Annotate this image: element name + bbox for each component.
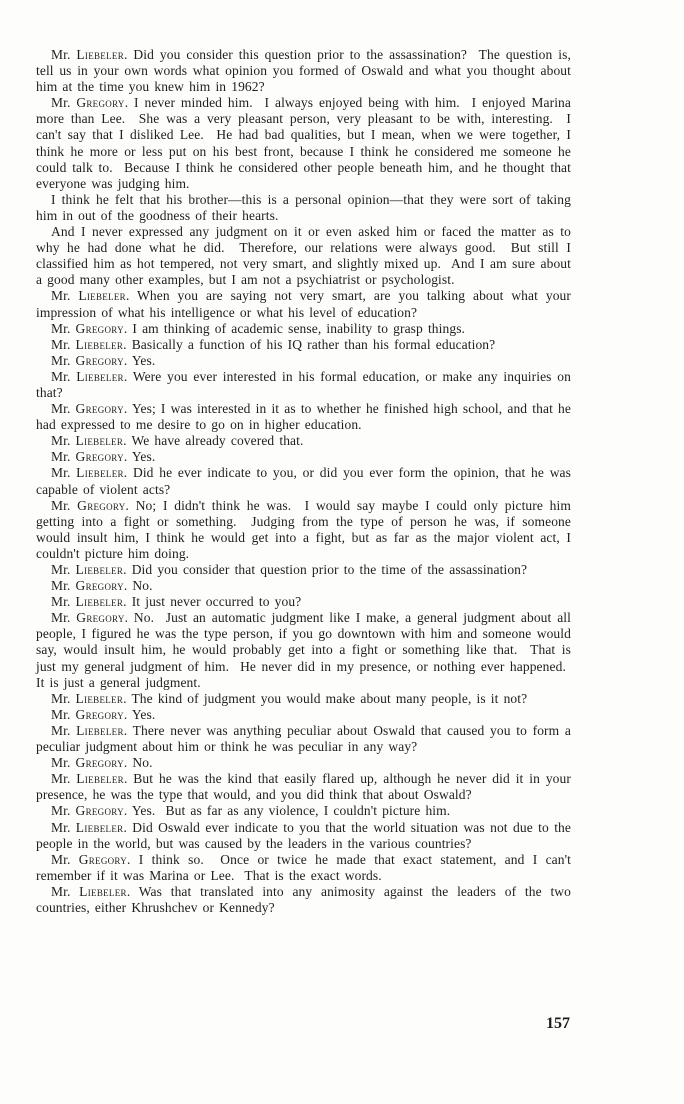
dialogue-paragraph: Mr. Gregory. Yes. [51,449,156,465]
dialogue-paragraph: Mr. Gregory. No; I didn't think he was. I would say maybe I could only picture him getting into a fight or something. Judging from the type of person he was, if someone would insult him, I think he would get into a fight, but as far as the major violent act, I couldn't picture him doing. [36,497,571,561]
dialogue-paragraph: Mr. Gregory. Yes. But as far as any violence, I couldn't picture him. [51,803,451,819]
dialogue-paragraph: And I never expressed any judgment on it or even asked him or faced the matter as to why he had done what he did. Therefore, our relations were always good. But still I classified him as hot tempered, not very smart, and slightly mixed up. And I am sure about a good many other examples, but I am not a psychiatrist or psychologist. [36,224,571,288]
speaker-name: Mr. Gregory [51,401,124,417]
dialogue-paragraph: Mr. Liebeler. Did you consider that question prior to the time of the assassination? [51,562,528,577]
speaker-name: Mr. Liebeler [51,562,124,577]
speaker-name: Mr. Liebeler [51,433,124,449]
dialogue-paragraph: Mr. Gregory. I never minded him. I always enjoyed being with him. I enjoyed Marina more than Lee. She was a very pleasant person, very pleasant to be with, interesting. I can't say that I disliked Lee. He had bad qualities, but I mean, when we were together, I think he more or less put on his best front, because I think he considered me someone he could talk to. Because I think he considered other people beneath him, and he thought that everyone was judging him. [36,95,571,191]
speaker-name: Mr. Liebeler [51,819,124,835]
dialogue-paragraph: Mr. Liebeler. Did you consider this question prior to the assassination? The question is, tell us in your own words what opinion you formed of Oswald and what you thought about him at the time you knew him in 1962? [36,47,571,95]
dialogue-paragraph: Mr. Liebeler. Basically a function of his IQ rather than his formal education? [51,336,496,352]
dialogue-paragraph: Mr. Gregory. No. Just an automatic judgment like I make, a general judgment about all people, I figured he was the type person, if you go downtown with him and someone would say, would insult him, he would probably get into a fight or something like that. That is just my general judgment of him. He never did in my presence, or nothing ever happened. It is just a general judgment. [36,610,571,690]
speaker-name: Mr. Liebeler [51,47,124,62]
dialogue-paragraph: I think he felt that his brother—this is a personal opinion—that they were sort of taking him in out of the goodness of their hearts. [36,191,571,223]
speaker-name: Mr. Gregory [51,497,126,513]
dialogue-paragraph: Mr. Gregory. Yes. [51,352,156,368]
dialogue-paragraph: Mr. Liebeler. But he was the kind that easily flared up, although he never did it in your presence, he was the type that would, and you did think that about Oswald? [36,771,571,803]
speaker-name: Mr. Liebeler [51,368,124,384]
speaker-name: Mr. Gregory [51,851,128,867]
dialogue-paragraph: Mr. Liebeler. Was that translated into any animosity against the leaders of the two countries, either Khrushchev or Kennedy? [36,883,571,915]
page-number: 157 [546,1015,570,1032]
dialogue-paragraph: Mr. Liebeler. The kind of judgment you would make about many people, is it not? [51,690,528,706]
speaker-name: Mr. Gregory [51,95,125,111]
dialogue-paragraph: Mr. Gregory. I think so. Once or twice he made that exact statement, and I can't remember if it was Marina or Lee. That is the exact words. [36,851,571,883]
speaker-name: Mr. Gregory [51,610,125,626]
speaker-name: Mr. Gregory [51,449,124,465]
dialogue-paragraph: Mr. Liebeler. When you are saying not very smart, are you talking about what your impression of what his intelligence or what his level of education? [36,288,571,320]
speaker-name: Mr. Liebeler [51,465,124,481]
speaker-name: Mr. Gregory [51,803,124,819]
dialogue-paragraph: Mr. Gregory. Yes; I was interested in it as to whether he finished high school, and that he had expressed to me desire to go on in higher education. [36,401,571,433]
dialogue-paragraph: Mr. Gregory. Yes. [51,706,156,722]
speaker-name: Mr. Liebeler [51,883,127,899]
speaker-name: Mr. Liebeler [51,690,124,706]
dialogue-paragraph: Mr. Gregory. No. [51,755,153,771]
dialogue-paragraph: Mr. Liebeler. There never was anything peculiar about Oswald that caused you to form a peculiar judgment about him or think he was peculiar in any way? [36,722,571,755]
dialogue-paragraph: Mr. Liebeler. We have already covered that. [51,433,304,449]
speaker-name: Mr. Liebeler [51,594,124,610]
speaker-name: Mr. Liebeler [51,336,124,352]
transcript [36,47,571,916]
speaker-name: Mr. Gregory [51,706,124,722]
dialogue-paragraph: Mr. Liebeler. Did he ever indicate to you, or did you ever form the opinion, that he was capable of violent acts? [36,465,571,497]
dialogue-paragraph: Mr. Liebeler. Were you ever interested in his formal education, or make any inquiries on that? [36,368,571,400]
speaker-name: Mr. Gregory [51,320,124,336]
speaker-name: Mr. Gregory [51,755,124,771]
speaker-name: Mr. Gregory [51,578,124,594]
speaker-name: Mr. Liebeler [51,722,124,738]
speaker-name: Mr. Gregory [51,352,124,368]
dialogue-paragraph: Mr. Liebeler. It just never occurred to you? [51,594,302,610]
dialogue-paragraph: Mr. Gregory. No. [51,578,153,594]
dialogue-paragraph: Mr. Gregory. I am thinking of academic sense, inability to grasp things. [51,320,466,336]
dialogue-paragraph: Mr. Liebeler. Did Oswald ever indicate to you that the world situation was not due to the people in the world, but was caused by the leaders in the various countries? [36,819,571,851]
speaker-name: Mr. Liebeler [51,288,126,304]
speaker-name: Mr. Liebeler [51,771,124,787]
